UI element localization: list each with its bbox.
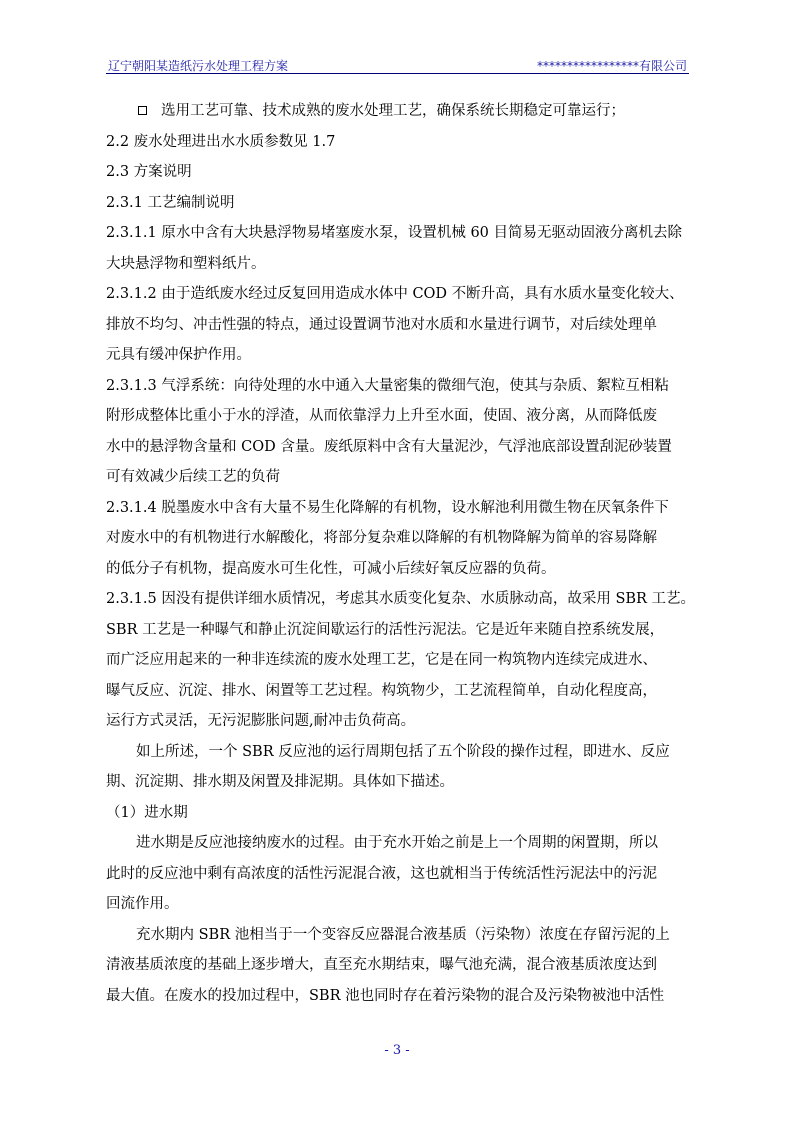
document-body	[106, 96, 720, 1011]
body-line: 2.3.1.3 气浮系统：向待处理的水中通入大量密集的微细气泡，使其与杂质、絮粒互相粘	[106, 377, 669, 394]
body-line: 而广泛应用起来的一种非连续流的废水处理工艺，它是在同一构筑物内连续完成进水、	[106, 652, 657, 668]
body-line: 2.3.1.1 原水中含有大块悬浮物易堵塞废水泵，设置机械 60 目简易无驱动固液分离机去除	[106, 225, 683, 241]
body-line: 大块悬浮物和塑料纸片。	[106, 255, 266, 272]
subheading-inflow-period: （1）进水期	[106, 804, 188, 821]
body-line: 元具有缓冲保护作用。	[106, 347, 251, 363]
body-line: 运行方式灵活，无污泥膨胀问题,耐冲击负荷高。	[106, 713, 416, 729]
body-line: 2.3.1.2 由于造纸废水经过反复回用造成水体中 COD 不断升高，具有水质水量变化较大、	[106, 286, 684, 302]
body-line: 曝气反应、沉淀、排水、闲置等工艺过程。构筑物少，工艺流程简单，自动化程度高，	[106, 682, 657, 699]
header-project-title: 辽宁朝阳某造纸污水处理工程方案	[108, 59, 289, 73]
body-line: SBR 工艺是一种曝气和静止沉淀间歇运行的活性污泥法。它是近年来随自控系统发展，	[106, 621, 665, 638]
paragraph-first-line: 进水期是反应池接纳废水的过程。由于充水开始之前是上一个周期的闲置期，所以	[136, 835, 658, 851]
body-line: 排放不均匀、冲击性强的特点，通过设置调节池对水质和水量进行调节，对后续处理单	[106, 316, 657, 333]
section-heading-2-3-1: 2.3.1 工艺编制说明	[106, 194, 235, 211]
body-line: 2.3.1.5 因没有提供详细水质情况，考虑其水质变化复杂、水质脉动高，故采用 SBR 工艺。	[106, 591, 696, 607]
square-bullet-icon	[138, 106, 147, 115]
body-line: 回流作用。	[106, 896, 179, 912]
bullet-item	[106, 96, 720, 127]
paragraph-first-line: 如上所述，一个 SBR 反应池的运行周期包括了五个阶段的操作过程，即进水、反应	[136, 743, 670, 760]
page-header	[106, 53, 689, 74]
body-line: 最大值。在废水的投加过程中，SBR 池也同时存在着污染物的混合及污染物被池中活性	[106, 987, 665, 1004]
body-line: 的低分子有机物，提高废水可生化性，可减小后续好氧反应器的负荷。	[106, 560, 556, 577]
body-line: 可有效减少后续工艺的负荷	[106, 469, 280, 485]
section-heading-2-2: 2.2 废水处理进出水水质参数见 1.7	[106, 133, 336, 150]
body-line: 2.3.1.4 脱墨废水中含有大量不易生化降解的有机物，设水解池利用微生物在厌氧条件下	[106, 499, 669, 516]
header-company-name: *****************有限公司	[536, 59, 687, 73]
body-line: 清液基质浓度的基础上逐步增大，直至充水期结束，曝气池充满，混合液基质浓度达到	[106, 957, 657, 973]
page-number: - 3 -	[384, 1043, 410, 1058]
section-heading-2-3: 2.3 方案说明	[106, 164, 192, 180]
body-line: 对废水中的有机物进行水解酸化，将部分复杂难以降解的有机物降解为简单的容易降解	[106, 530, 657, 546]
paragraph-first-line: 充水期内 SBR 池相当于一个变容反应器混合液基质（污染物）浓度在存留污泥的上	[136, 926, 670, 943]
body-line: 此时的反应池中剩有高浓度的活性污泥混合液，这也就相当于传统活性污泥法中的污泥	[106, 865, 657, 882]
body-line: 期、沉淀期、排水期及闲置及排泥期。具体如下描述。	[106, 774, 454, 790]
body-line: 水中的悬浮物含量和 COD 含量。废纸原料中含有大量泥沙，气浮池底部设置刮泥砂装置	[106, 438, 672, 455]
body-line: 附形成整体比重小于水的浮渣，从而依靠浮力上升至水面，使固、液分离，从而降低废	[106, 408, 657, 424]
bullet-text: 选用工艺可靠、技术成熟的废水处理工艺，确保系统长期稳定可靠运行；	[161, 103, 625, 119]
